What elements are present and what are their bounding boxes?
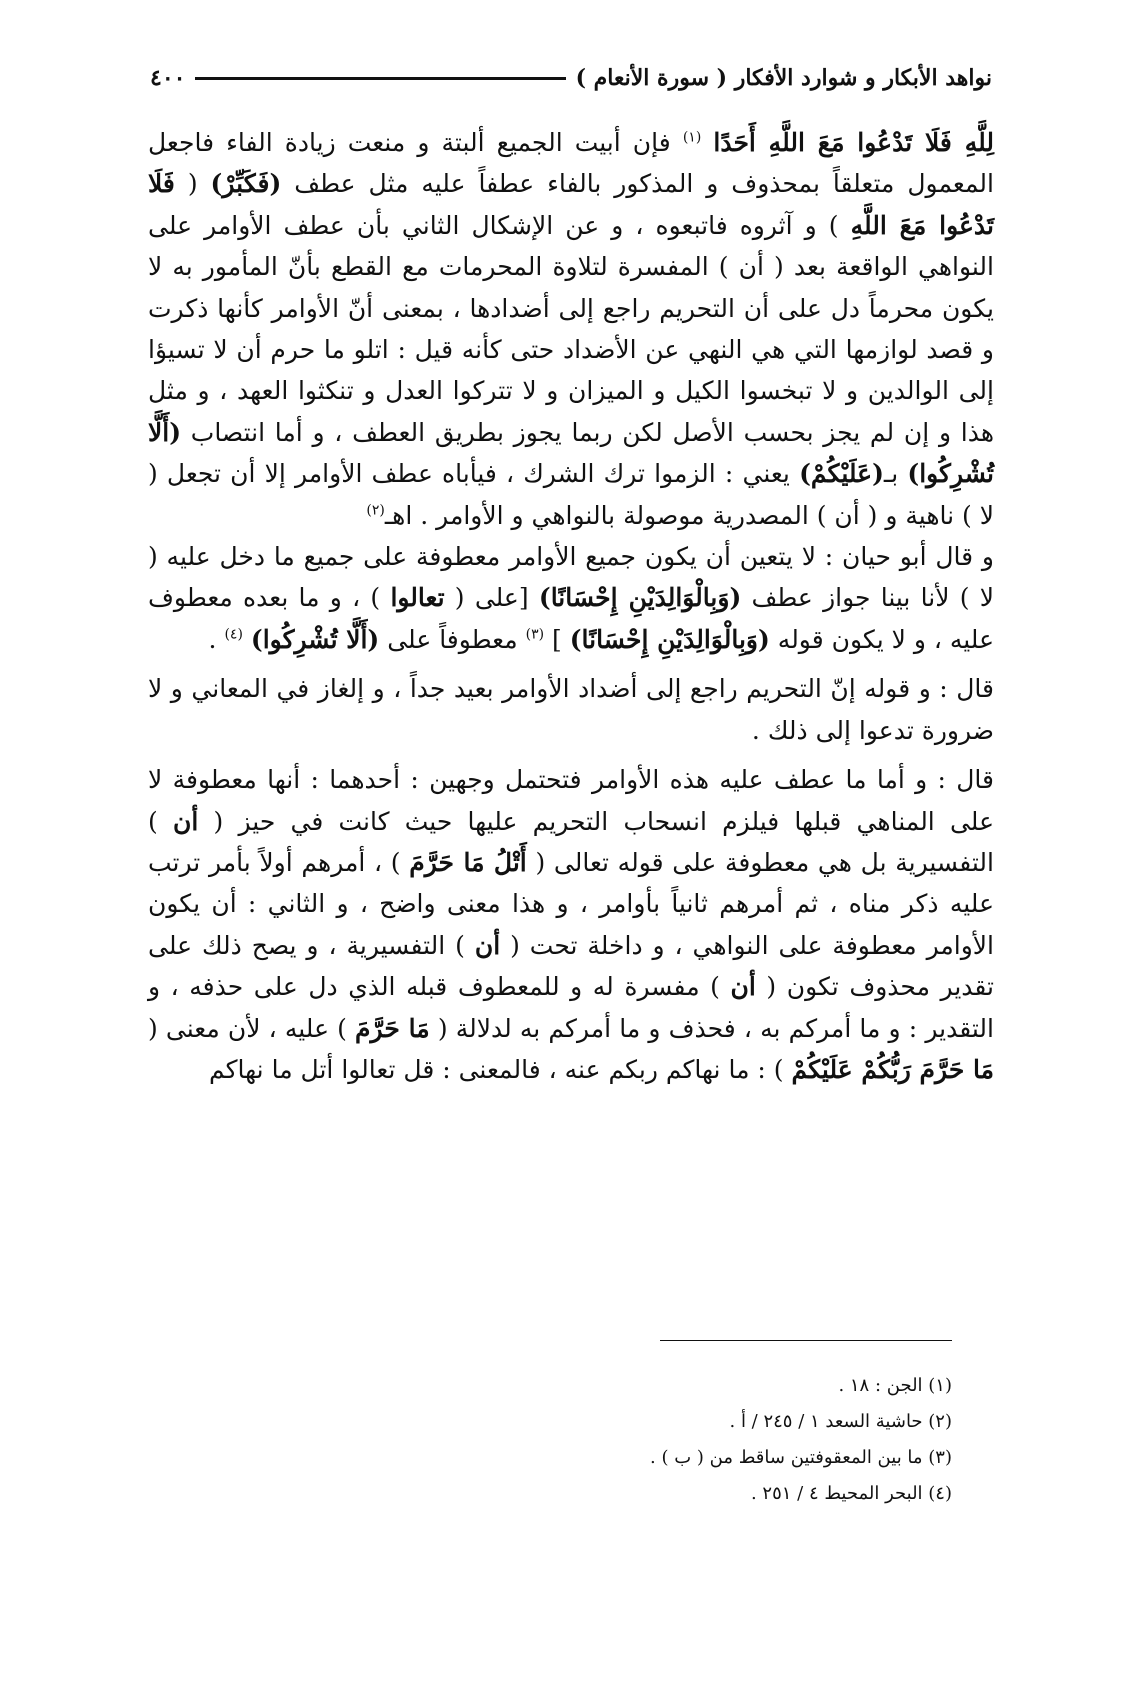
- quran-quote: (فَكَبِّرْ): [210, 169, 282, 199]
- footnote-ref-2: (٢): [366, 502, 385, 519]
- quran-quote: (وَبِالْوَالِدَيْنِ إِحْسَانًا): [569, 624, 770, 654]
- paragraph-text: بـ: [883, 459, 908, 489]
- footnote-4: (٤) البحر المحيط ٤ / ٢٥١ .: [750, 1483, 952, 1504]
- paragraph-1: [148, 122, 994, 536]
- quran-quote: (عَلَيْكُمْ): [799, 459, 884, 489]
- footnote-3: (٣) ما بين المعقوفتين ساقط من ( ب ) .: [650, 1447, 952, 1468]
- quran-quote: أن: [474, 930, 501, 960]
- paragraph-text: ) ، و ما بعده معطوف عليه ، و لا يكون قوله: [148, 583, 994, 654]
- paragraph-text: ) و آثروه فاتبعوه ، و عن الإشكال الثاني بأن عطف الأوامر على النواهي الواقعة بعد ( أن ) المفسرة لتلاوة المحرمات مع القطع بأنّ المأمور به لا يكون محرماً دل على أن التحريم راجع إلى أضدادها ، بمعنى أنّ الأوامر كأنها ذكرت و قصد لوازمها التي هي النهي عن الأضداد حتى كأنه قيل : اتلو ما حرم أن لا تسيؤا إلى الوالدين و لا تبخسوا الكيل و الميزان و لا تتركوا العدل و تنكثوا العهد ، و مثل هذا و إن لم يجز بحسب الأصل لكن ربما يجوز بطريق العطف ، و أما انتصاب: [148, 210, 994, 447]
- footnote-2: (٢) حاشية السعد ١ / ٢٤٥ / أ .: [729, 1411, 952, 1432]
- paragraph-text: ]: [544, 624, 570, 654]
- running-header: [150, 58, 992, 98]
- paragraph-text: ) عليه ، لأن معنى (: [148, 1013, 356, 1043]
- main-text: [148, 122, 994, 1090]
- paragraph-text: يعني : الزموا ترك الشرك ، فيأباه عطف الأوامر إلا أن تجعل ( لا ) ناهية و ( أن ) المصدرية موصولة بالنواهي و الأوامر . اهـ: [148, 459, 994, 530]
- quran-quote: مَا حَرَّمَ: [355, 1013, 430, 1043]
- quran-quote: فَلَا تَدْعُوا مَعَ اللَّهِ: [148, 169, 994, 240]
- paragraph-text: [على (: [444, 583, 539, 613]
- paragraph-text: قال : و أما ما عطف عليه هذه الأوامر فتحتمل وجهين : أحدهما : أنها معطوفة لا على المناهي قبلها فيلزم انسحاب التحريم عليها حيث كانت في حيز (: [148, 765, 995, 836]
- quran-quote: أن: [730, 972, 756, 1002]
- paragraph-4: [148, 759, 994, 1090]
- quran-quote: (وَبِالْوَالِدَيْنِ إِحْسَانًا): [538, 583, 742, 613]
- paragraph-text: ) التفسيرية ، و يصح ذلك على تقدير محذوف تكون (: [148, 930, 995, 1002]
- quran-quote: مَا حَرَّمَ رَبُّكُمْ عَلَيْكُمْ: [791, 1054, 994, 1084]
- paragraph-text: ) ، أمرهم أولاً بأمر ترتب عليه ذكر مناه ، ثم أمرهم ثانياً بأوامر ، و هذا معنى واضح ، و الثاني : أن يكون الأوامر معطوفة على النواهي ، و داخلة تحت (: [148, 847, 994, 960]
- footnotes: [252, 1368, 952, 1512]
- paragraph-text: ) مفسرة له و للمعطوف قبله الذي دل على حذفه ، و التقدير : و ما أمركم به ، فحذف و ما أمركم به لدلالة (: [148, 972, 994, 1043]
- paragraph-text: (: [174, 169, 211, 199]
- header-title: نواهد الأبكار و شوارد الأفكار ( سورة الأنعام ): [575, 65, 992, 91]
- quran-quote: لِلَّهِ فَلَا تَدْعُوا مَعَ اللَّهِ أَحَدًا: [713, 128, 994, 157]
- paragraph-text: و قال أبو حيان : لا يتعين أن يكون جميع الأوامر معطوفة على جميع ما دخل عليه ( لا ) لأنا بينا جواز عطف: [148, 542, 994, 613]
- paragraph-text: معطوفاً على: [379, 624, 526, 654]
- footnote-ref-4: (٤): [224, 626, 243, 643]
- quran-quote: أَتْلُ مَا حَرَّمَ: [409, 847, 527, 877]
- paragraph-text: قال : و قوله إنّ التحريم راجع إلى أضداد الأوامر بعيد جداً ، و إلغاز في المعاني و لا ضرورة تدعوا إلى ذلك .: [148, 674, 994, 745]
- footnote-1: (١) الجن : ١٨ .: [838, 1375, 952, 1396]
- quran-quote: (أَلَّا تُشْرِكُوا): [148, 417, 995, 489]
- paragraph-text: ) : ما نهاكم ربكم عنه ، فالمعنى : قل تعالوا أتل ما نهاكم: [209, 1054, 792, 1084]
- paragraph-text: .: [208, 624, 225, 654]
- paragraph-2: [148, 536, 994, 660]
- footnote-ref-1: (١): [682, 129, 702, 146]
- page-number: ٤٠٠: [150, 65, 186, 91]
- footnote-ref-3: (٣): [525, 626, 545, 643]
- quran-quote: تعالوا: [390, 583, 445, 613]
- paragraph-text: فإن أبيت الجميع ألبتة و منعت زيادة الفاء فاجعل المعمول متعلقاً بمحذوف و المذكور بالفاء عطفاً عليه مثل عطف: [148, 128, 994, 199]
- header-rule: [195, 77, 565, 80]
- quran-quote: أن: [172, 806, 199, 836]
- footnote-separator: [660, 1340, 952, 1341]
- paragraph-3: [148, 668, 994, 751]
- quran-quote: (أَلَّا تُشْرِكُوا): [250, 624, 380, 654]
- paragraph-text: ) التفسيرية بل هي معطوفة على قوله تعالى (: [148, 806, 994, 877]
